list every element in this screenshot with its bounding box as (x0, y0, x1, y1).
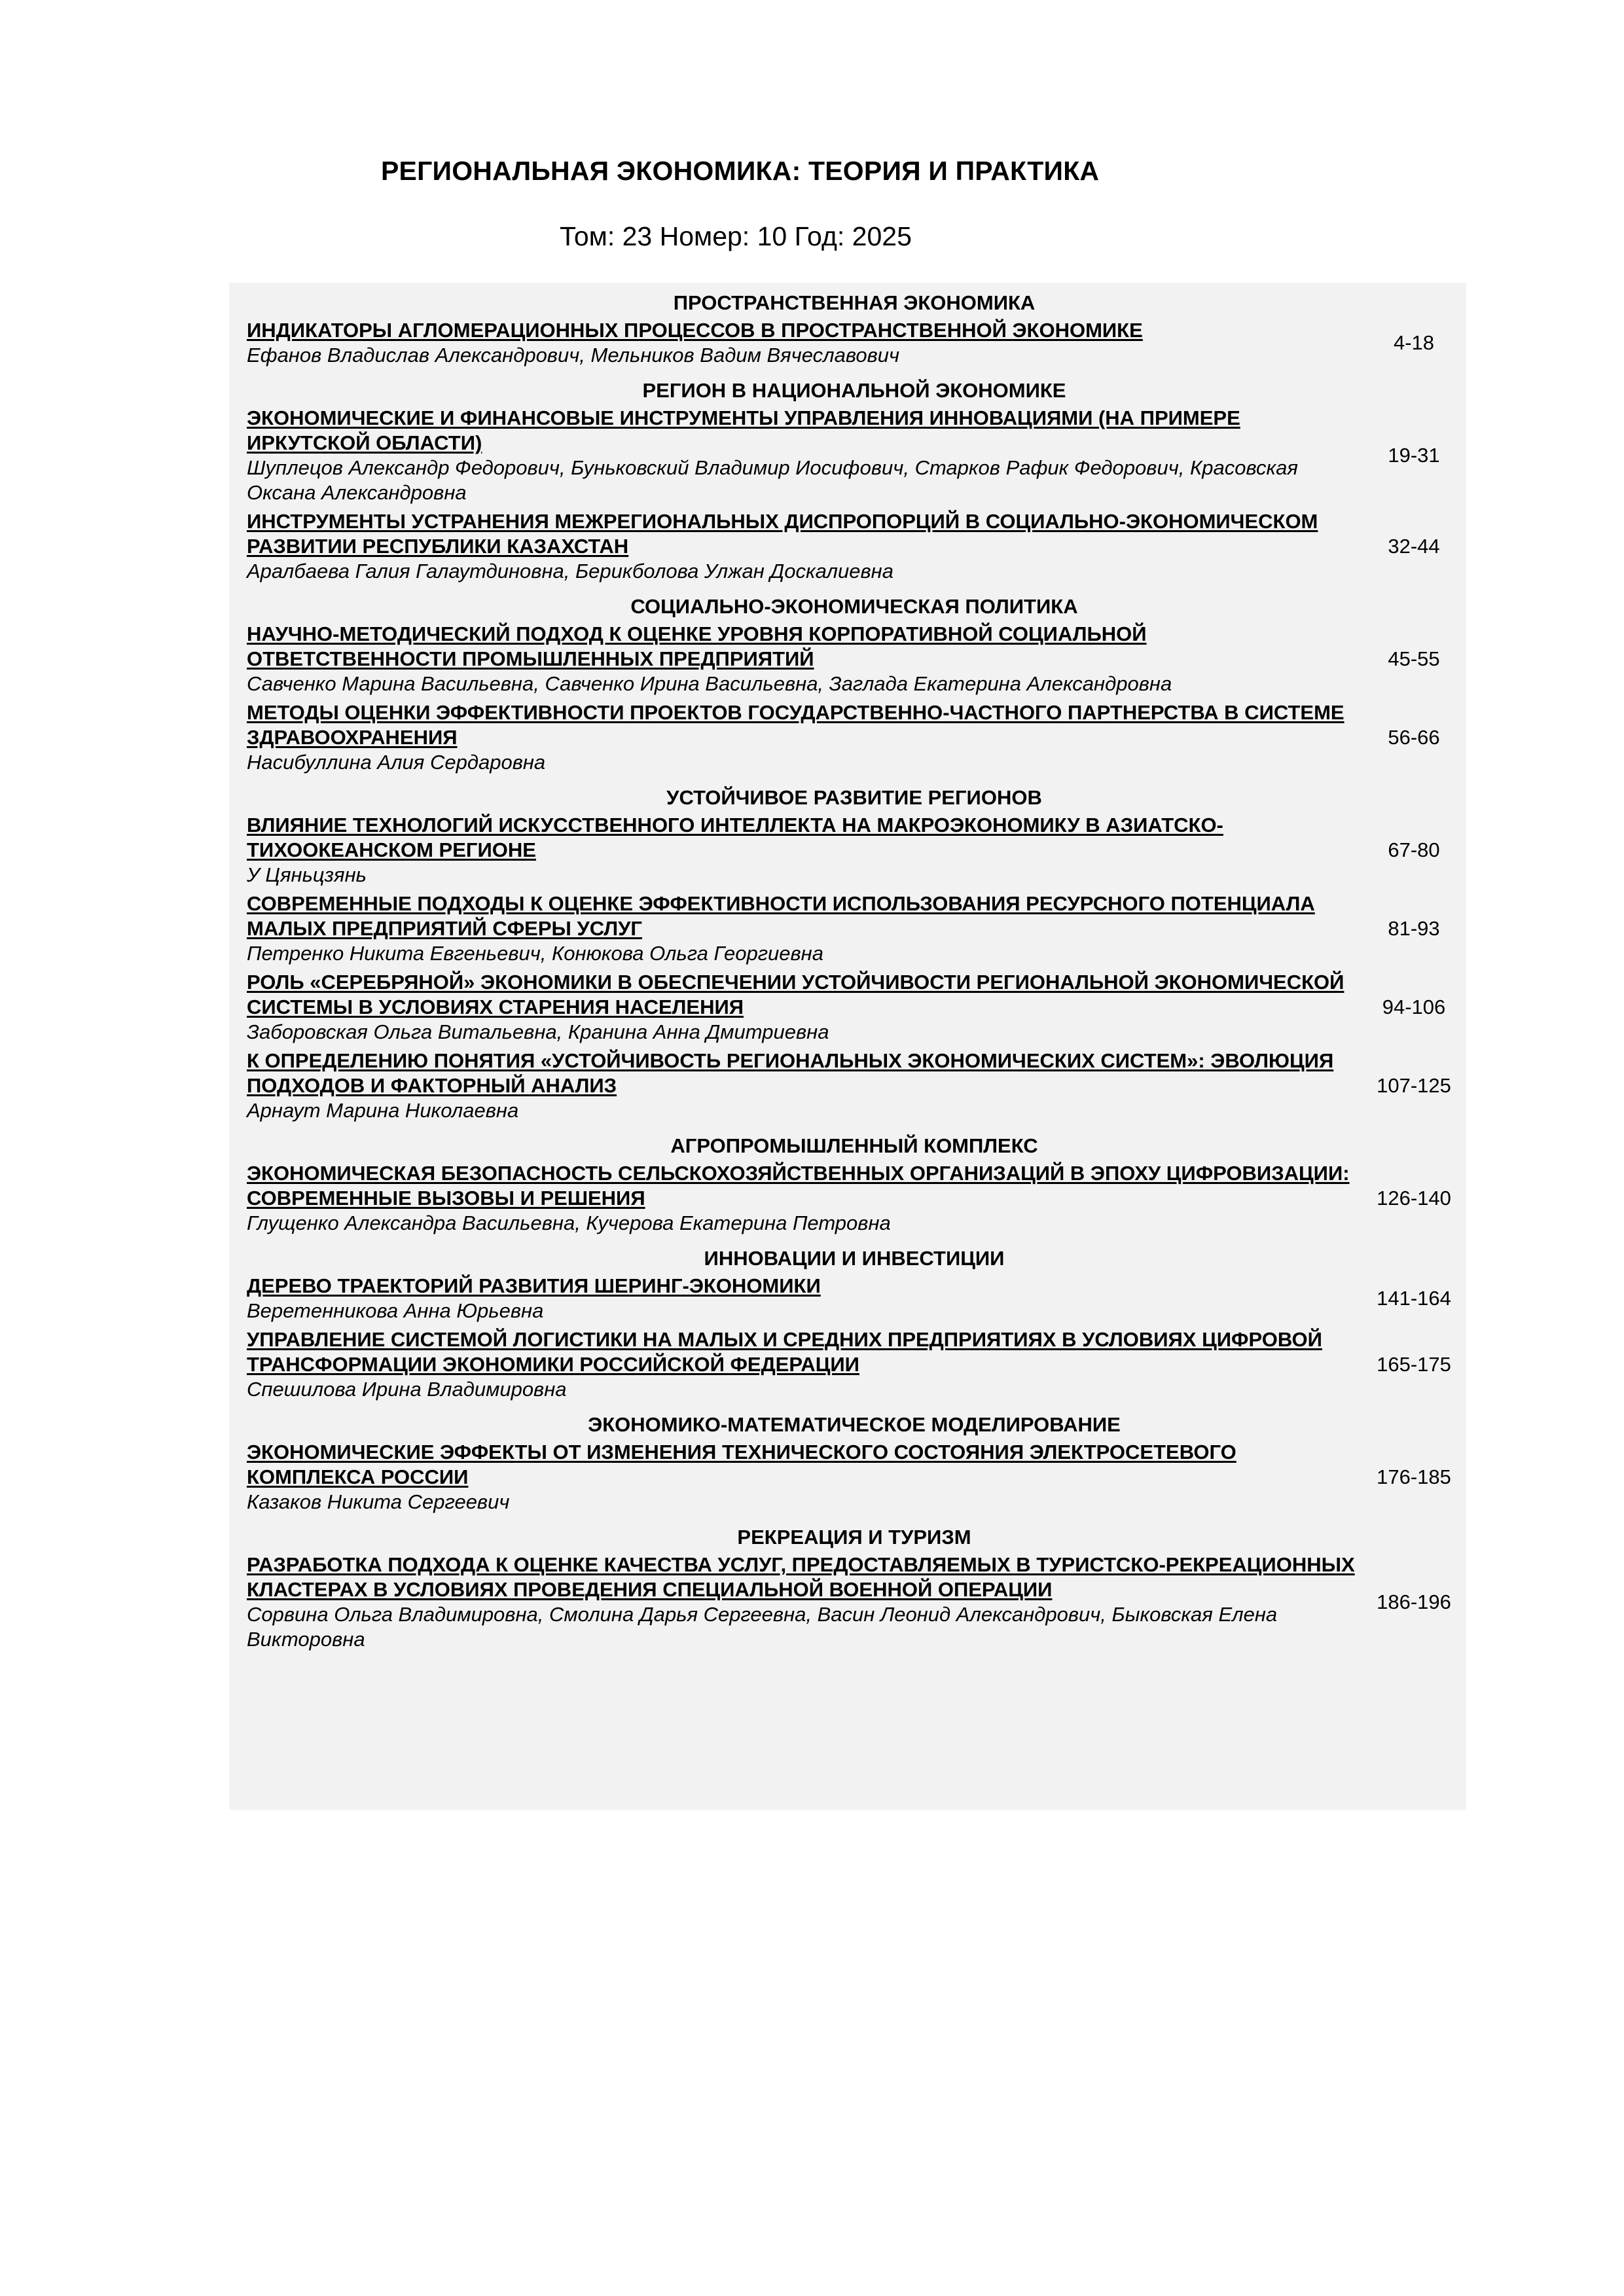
article-row (229, 1326, 1466, 1405)
article-authors: Петренко Никита Евгеньевич, Конюкова Ольга Георгиевна (247, 942, 823, 965)
section-title: РЕГИОН В НАЦИОНАЛЬНОЙ ЭКОНОМИКЕ (642, 379, 1066, 402)
article-title-link[interactable]: РАЗРАБОТКА ПОДХОДА К ОЦЕНКЕ КАЧЕСТВА УСЛУГ, ПРЕДОСТАВЛЯЕМЫХ В ТУРИСТСКО-РЕКРЕАЦИОННЫХ КЛАСТЕРАХ В УСЛОВИЯХ ПРОВЕДЕНИЯ СПЕЦИАЛЬНОЙ ВОЕННОЙ ОПЕРАЦИИ (247, 1553, 1355, 1601)
section-title: УСТОЙЧИВОЕ РАЗВИТИЕ РЕГИОНОВ (666, 786, 1042, 809)
article-list (229, 812, 1466, 1126)
article-pages: 165-175 (1377, 1353, 1451, 1376)
article-authors: Заборовская Ольга Витальевна, Кранина Анна Дмитриевна (247, 1020, 829, 1043)
article-pages: 126-140 (1377, 1187, 1451, 1210)
toc-section (229, 1517, 1466, 1655)
article-row (229, 1439, 1466, 1517)
section-title: ИННОВАЦИИ И ИНВЕСТИЦИИ (704, 1247, 1005, 1270)
article-title-link[interactable]: ИНДИКАТОРЫ АГЛОМЕРАЦИОННЫХ ПРОЦЕССОВ В ПРОСТРАНСТВЕННОЙ ЭКОНОМИКЕ (247, 319, 1143, 342)
section-title: АГРОПРОМЫШЛЕННЫЙ КОМПЛЕКС (670, 1134, 1038, 1157)
article-authors: Шуплецов Александр Федорович, Буньковский Владимир Иосифович, Старков Рафик Федорович, Красовская Оксана Александровна (247, 456, 1298, 504)
article-info (247, 1552, 1360, 1652)
article-pages: 94-106 (1382, 996, 1446, 1018)
article-row (229, 1551, 1466, 1655)
article-info (247, 509, 1360, 584)
toc-section (229, 586, 1466, 778)
article-info (247, 622, 1360, 696)
article-list (229, 1439, 1466, 1517)
article-info (247, 1327, 1360, 1402)
article-title-link[interactable]: ИНСТРУМЕНТЫ УСТРАНЕНИЯ МЕЖРЕГИОНАЛЬНЫХ ДИСПРОПОРЦИЙ В СОЦИАЛЬНО-ЭКОНОМИЧЕСКОМ РАЗВИТИИ РЕСПУБЛИКИ КАЗАХСТАН (247, 510, 1318, 558)
section-title: СОЦИАЛЬНО-ЭКОНОМИЧЕСКАЯ ПОЛИТИКА (630, 595, 1078, 618)
article-authors: Арнаут Марина Николаевна (247, 1099, 519, 1122)
article-row (229, 699, 1466, 778)
article-pages: 19-31 (1388, 444, 1440, 467)
article-pages: 4-18 (1393, 331, 1435, 354)
article-authors: Насибуллина Алия Сердаровна (247, 751, 546, 774)
article-info (247, 891, 1360, 966)
article-info (247, 970, 1360, 1045)
section-title: ЭКОНОМИКО-МАТЕМАТИЧЕСКОЕ МОДЕЛИРОВАНИЕ (588, 1413, 1121, 1436)
article-pages: 186-196 (1377, 1590, 1451, 1613)
article-title-link[interactable]: УПРАВЛЕНИЕ СИСТЕМОЙ ЛОГИСТИКИ НА МАЛЫХ И СРЕДНИХ ПРЕДПРИЯТИЯХ В УСЛОВИЯХ ЦИФРОВОЙ ТРАНСФОРМАЦИИ ЭКОНОМИКИ РОССИЙСКОЙ ФЕДЕРАЦИИ (247, 1328, 1322, 1376)
article-list (229, 404, 1466, 586)
article-authors: Савченко Марина Васильевна, Савченко Ирина Васильевна, Заглада Екатерина Александровна (247, 672, 1172, 695)
article-pages: 176-185 (1377, 1465, 1451, 1488)
article-row (229, 1047, 1466, 1126)
article-title-link[interactable]: МЕТОДЫ ОЦЕНКИ ЭФФЕКТИВНОСТИ ПРОЕКТОВ ГОСУДАРСТВЕННО-ЧАСТНОГО ПАРТНЕРСТВА В СИСТЕМЕ ЗДРАВООХРАНЕНИЯ (247, 701, 1344, 749)
article-info (247, 1274, 1360, 1323)
article-title-link[interactable]: ЭКОНОМИЧЕСКИЕ ЭФФЕКТЫ ОТ ИЗМЕНЕНИЯ ТЕХНИЧЕСКОГО СОСТОЯНИЯ ЭЛЕКТРОСЕТЕВОГО КОМПЛЕКСА РОССИИ (247, 1441, 1236, 1488)
table-of-contents (229, 283, 1466, 1810)
section-list (229, 283, 1466, 1655)
toc-section (229, 778, 1466, 1126)
article-pages: 81-93 (1388, 917, 1440, 940)
article-authors: Ефанов Владислав Александрович, Мельников Вадим Вячеславович (247, 344, 900, 367)
article-title-link[interactable]: ЭКОНОМИЧЕСКИЕ И ФИНАНСОВЫЕ ИНСТРУМЕНТЫ УПРАВЛЕНИЯ ИННОВАЦИЯМИ (НА ПРИМЕРЕ ИРКУТСКОЙ ОБЛАСТИ) (247, 406, 1240, 454)
article-pages: 32-44 (1388, 535, 1440, 558)
article-pages: 67-80 (1388, 838, 1440, 861)
article-row (229, 890, 1466, 969)
article-row (229, 1272, 1466, 1326)
section-title: ПРОСТРАНСТВЕННАЯ ЭКОНОМИКА (673, 291, 1036, 314)
issue-info: Том: 23 Номер: 10 Год: 2025 (560, 221, 912, 251)
article-list (229, 1272, 1466, 1405)
article-title-link[interactable]: СОВРЕМЕННЫЕ ПОДХОДЫ К ОЦЕНКЕ ЭФФЕКТИВНОСТИ ИСПОЛЬЗОВАНИЯ РЕСУРСНОГО ПОТЕНЦИАЛА МАЛЫХ ПРЕДПРИЯТИЙ СФЕРЫ УСЛУГ (247, 892, 1315, 940)
toc-section (229, 1405, 1466, 1517)
article-row (229, 812, 1466, 890)
article-list (229, 1551, 1466, 1655)
section-title: РЕКРЕАЦИЯ И ТУРИЗМ (737, 1526, 971, 1549)
article-pages: 141-164 (1377, 1287, 1451, 1310)
toc-section (229, 1126, 1466, 1238)
article-title-link[interactable]: НАУЧНО-МЕТОДИЧЕСКИЙ ПОДХОД К ОЦЕНКЕ УРОВНЯ КОРПОРАТИВНОЙ СОЦИАЛЬНОЙ ОТВЕТСТВЕННОСТИ ПРОМЫШЛЕННЫХ ПРЕДПРИЯТИЙ (247, 622, 1147, 670)
article-info (247, 1440, 1360, 1515)
article-info (247, 813, 1360, 888)
article-list (229, 620, 1466, 778)
article-title-link[interactable]: ДЕРЕВО ТРАЕКТОРИЙ РАЗВИТИЯ ШЕРИНГ-ЭКОНОМИКИ (247, 1274, 821, 1297)
article-title-link[interactable]: К ОПРЕДЕЛЕНИЮ ПОНЯТИЯ «УСТОЙЧИВОСТЬ РЕГИОНАЛЬНЫХ ЭКОНОМИЧЕСКИХ СИСТЕМ»: ЭВОЛЮЦИЯ ПОДХОДОВ И ФАКТОРНЫЙ АНАЛИЗ (247, 1049, 1334, 1097)
article-info (247, 700, 1360, 775)
article-authors: Аралбаева Галия Галаутдиновна, Берикболова Улжан Доскалиевна (247, 560, 893, 583)
article-authors: Веретенникова Анна Юрьевна (247, 1299, 544, 1322)
article-authors: У Цяньцзянь (247, 863, 367, 886)
article-pages: 45-55 (1388, 647, 1440, 670)
article-list (229, 1160, 1466, 1238)
journal-title: РЕГИОНАЛЬНАЯ ЭКОНОМИКА: ТЕОРИЯ И ПРАКТИКА (381, 156, 1100, 186)
article-row (229, 969, 1466, 1047)
article-pages: 56-66 (1388, 726, 1440, 749)
article-title-link[interactable]: ЭКОНОМИЧЕСКАЯ БЕЗОПАСНОСТЬ СЕЛЬСКОХОЗЯЙСТВЕННЫХ ОРГАНИЗАЦИЙ В ЭПОХУ ЦИФРОВИЗАЦИИ: СОВРЕМЕННЫЕ ВЫЗОВЫ И РЕШЕНИЯ (247, 1162, 1350, 1210)
article-info (247, 318, 1360, 368)
article-authors: Казаков Никита Сергеевич (247, 1490, 510, 1513)
toc-section (229, 283, 1466, 370)
article-list (229, 317, 1466, 370)
article-row (229, 508, 1466, 586)
article-row (229, 317, 1466, 370)
toc-section (229, 370, 1466, 586)
article-authors: Спешилова Ирина Владимировна (247, 1378, 567, 1401)
article-row (229, 620, 1466, 699)
article-pages: 107-125 (1377, 1074, 1451, 1097)
article-authors: Глущенко Александра Васильевна, Кучерова Екатерина Петровна (247, 1211, 891, 1234)
article-title-link[interactable]: ВЛИЯНИЕ ТЕХНОЛОГИЙ ИСКУССТВЕННОГО ИНТЕЛЛЕКТА НА МАКРОЭКОНОМИКУ В АЗИАТСКО-ТИХООКЕАНСКОМ РЕГИОНЕ (247, 814, 1223, 861)
article-info (247, 1161, 1360, 1236)
article-row (229, 404, 1466, 508)
toc-section (229, 1238, 1466, 1405)
article-row (229, 1160, 1466, 1238)
article-info (247, 1049, 1360, 1123)
article-title-link[interactable]: РОЛЬ «СЕРЕБРЯНОЙ» ЭКОНОМИКИ В ОБЕСПЕЧЕНИИ УСТОЙЧИВОСТИ РЕГИОНАЛЬНОЙ ЭКОНОМИЧЕСКОЙ СИСТЕМЫ В УСЛОВИЯХ СТАРЕНИЯ НАСЕЛЕНИЯ (247, 971, 1344, 1018)
article-authors: Сорвина Ольга Владимировна, Смолина Дарья Сергеевна, Васин Леонид Александрович, Быковская Елена Викторовна (247, 1603, 1278, 1651)
article-info (247, 406, 1360, 505)
